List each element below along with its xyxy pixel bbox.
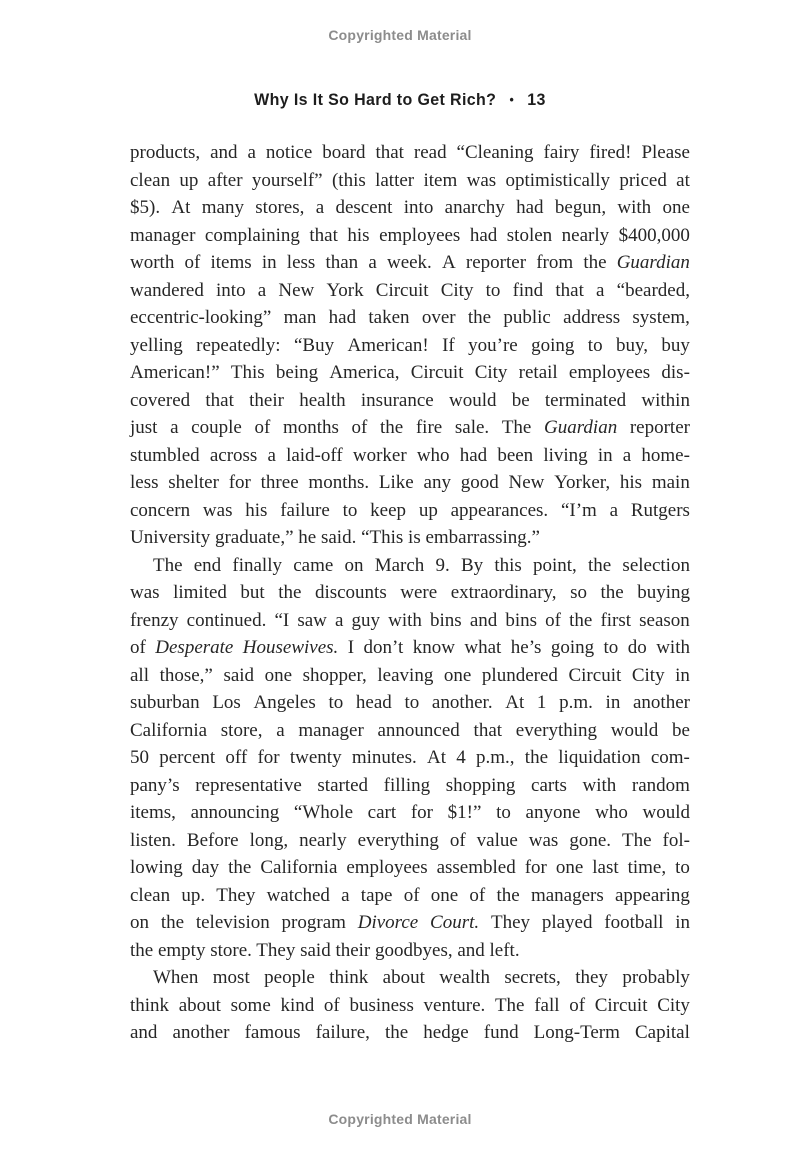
text-line: clean up after yourself” (this latter item was optimistically priced at xyxy=(130,169,690,191)
copyright-notice-bottom: Copyrighted Material xyxy=(328,1111,472,1127)
text-line: 50 percent off for twenty minutes. At 4 p.m., the liquidation com- xyxy=(130,747,690,768)
text-line: yelling repeatedly: “Buy American! If you’re going to buy, buy xyxy=(130,334,690,356)
body-text xyxy=(130,139,690,1047)
text-line: California store, a manager announced that everything would be xyxy=(130,719,690,741)
text-line: American!” This being America, Circuit City retail employees dis- xyxy=(130,362,690,383)
text-line: manager complaining that his employees had stolen nearly $400,000 xyxy=(130,224,690,246)
text-line: $5). At many stores, a descent into anarchy had begun, with one xyxy=(130,197,690,218)
text-line: was limited but the discounts were extraordinary, so the buying xyxy=(130,582,690,603)
text-line: clean up. They watched a tape of one of the managers appearing xyxy=(130,884,690,906)
text-line: pany’s representative started filling shopping carts with random xyxy=(130,774,690,796)
text-line: of Desperate Housewives. I don’t know what he’s going to do with xyxy=(130,637,690,658)
text-line: eccentric-looking” man had taken over the public address system, xyxy=(130,307,690,328)
text-line: items, announcing “Whole cart for $1!” to anyone who would xyxy=(130,802,690,823)
text-line: think about some kind of business venture. The fall of Circuit City xyxy=(130,994,690,1016)
copyright-notice-top: Copyrighted Material xyxy=(328,27,472,43)
text-line: When most people think about wealth secrets, they probably xyxy=(153,967,690,988)
chapter-title: Why Is It So Hard to Get Rich? xyxy=(254,90,497,109)
text-line: just a couple of months of the fire sale. The Guardian reporter xyxy=(130,417,690,438)
text-line: stumbled across a laid-off worker who had been living in a home- xyxy=(130,444,690,466)
text-line: University graduate,” he said. “This is embarrassing.” xyxy=(130,527,540,548)
text-line: and another famous failure, the hedge fund Long-Term Capital xyxy=(130,1022,690,1043)
text-line: suburban Los Angeles to head to another. At 1 p.m. in another xyxy=(130,692,690,713)
text-line: covered that their health insurance would be terminated within xyxy=(130,389,690,411)
bullet-separator: • xyxy=(509,91,515,107)
page-number: 13 xyxy=(527,90,546,109)
text-line: products, and a notice board that read “Cleaning fairy fired! Please xyxy=(130,142,690,163)
text-line: frenzy continued. “I saw a guy with bins and bins of the first season xyxy=(130,609,690,631)
text-line: on the television program Divorce Court. They played football in xyxy=(130,912,690,933)
text-line: less shelter for three months. Like any good New Yorker, his main xyxy=(130,472,690,493)
text-line: lowing day the California employees assembled for one last time, to xyxy=(130,857,690,878)
page-header xyxy=(24,90,776,110)
text-line: all those,” said one shopper, leaving one plundered Circuit City in xyxy=(130,664,690,686)
text-line: worth of items in less than a week. A reporter from the Guardian xyxy=(130,252,690,273)
text-line: listen. Before long, nearly everything of value was gone. The fol- xyxy=(130,829,690,851)
text-line: The end finally came on March 9. By this point, the selection xyxy=(153,554,690,576)
text-line: the empty store. They said their goodbyes, and left. xyxy=(130,939,520,961)
text-line: concern was his failure to keep up appearances. “I’m a Rutgers xyxy=(130,499,690,521)
text-line: wandered into a New York Circuit City to find that a “bearded, xyxy=(130,279,690,301)
